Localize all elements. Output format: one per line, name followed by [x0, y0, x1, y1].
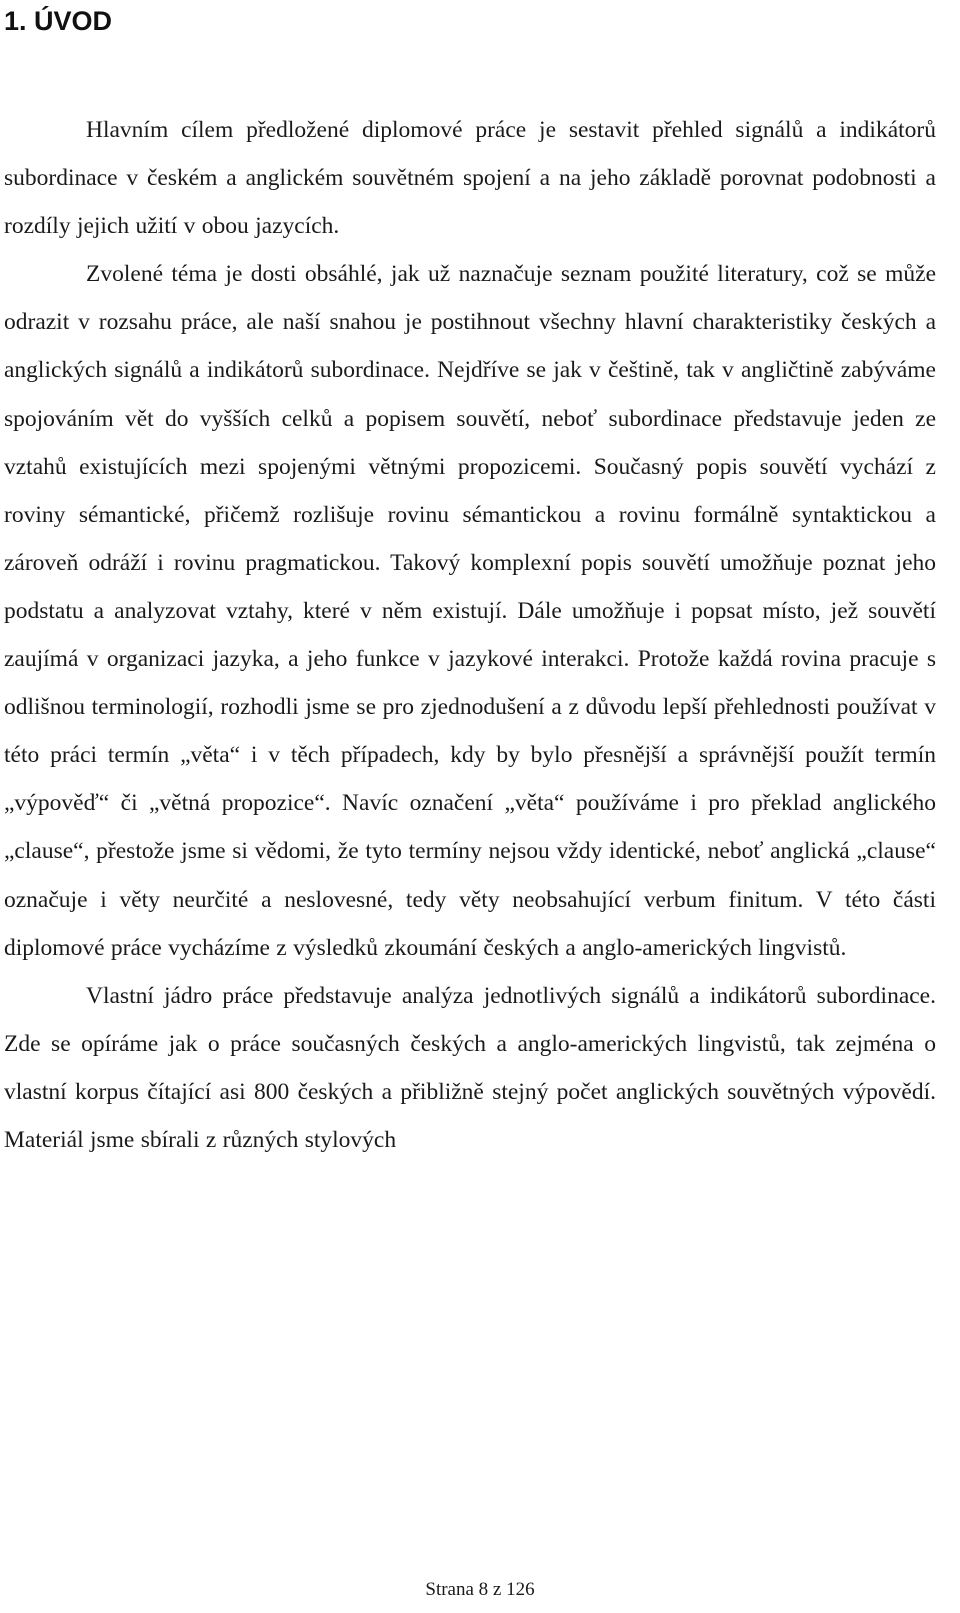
page-number-footer: Strana 8 z 126: [425, 1579, 535, 1600]
body-text: [4, 106, 936, 1164]
paragraph-intro: Hlavním cílem předložené diplomové práce je sestavit přehled signálů a indikátorů subordinace v českém a anglickém souvětném spojení a na jeho základě porovnat podobnosti a rozdíly jejich užití v obou jazycích.: [4, 117, 936, 240]
chapter-heading: 1. ÚVOD: [4, 6, 113, 36]
paragraph-topic: Zvolené téma je dosti obsáhlé, jak už naznačuje seznam použité literatury, což se může odrazit v rozsahu práce, ale naší snahou je postihnout všechny hlavní charakteristiky českých a anglických signálů a indikátorů subordinace. Nejdříve se jak v češtině, tak v angličtině zabýváme spojováním vět do vyšších celků a popisem souvětí, neboť subordinace představuje jeden ze vztahů existujících mezi spojenými větnými propozicemi. Současný popis souvětí vychází z roviny sémantické, přičemž rozlišuje rovinu sémantickou a rovinu formálně syntaktickou a zároveň odráží i rovinu pragmatickou. Takový komplexní popis souvětí umožňuje poznat jeho podstatu a analyzovat vztahy, které v něm existují. Dále umožňuje i popsat místo, jež souvětí zaujímá v organizaci jazyka, a jeho funkce v jazykové interakci. Protože každá rovina pracuje s odlišnou terminologií, rozhodli jsme se pro zjednodušení a z důvodu lepší přehlednosti používat v této práci termín „věta“ i v těch případech, kdy by bylo přesnější a správnější použít termín „výpověď“ či „větná propozice“. Navíc označení „věta“ používáme i pro překlad anglického „clause“, přestože jsme si vědomi, že tyto termíny nejsou vždy identické, neboť anglická „clause“ označuje i věty neurčité a neslovesné, tedy věty neobsahující verbum finitum. V této části diplomové práce vycházíme z výsledků zkoumání českých a anglo-amerických lingvistů.: [4, 261, 936, 961]
paragraph-core: Vlastní jádro práce představuje analýza jednotlivých signálů a indikátorů subordinace. Zde se opíráme jak o práce současných českých a anglo-amerických lingvistů, tak zejména o vlastní korpus čítající asi 800 českých a přibližně stejný počet anglických souvětných výpovědí. Materiál jsme sbírali z různých stylových: [4, 982, 936, 1153]
